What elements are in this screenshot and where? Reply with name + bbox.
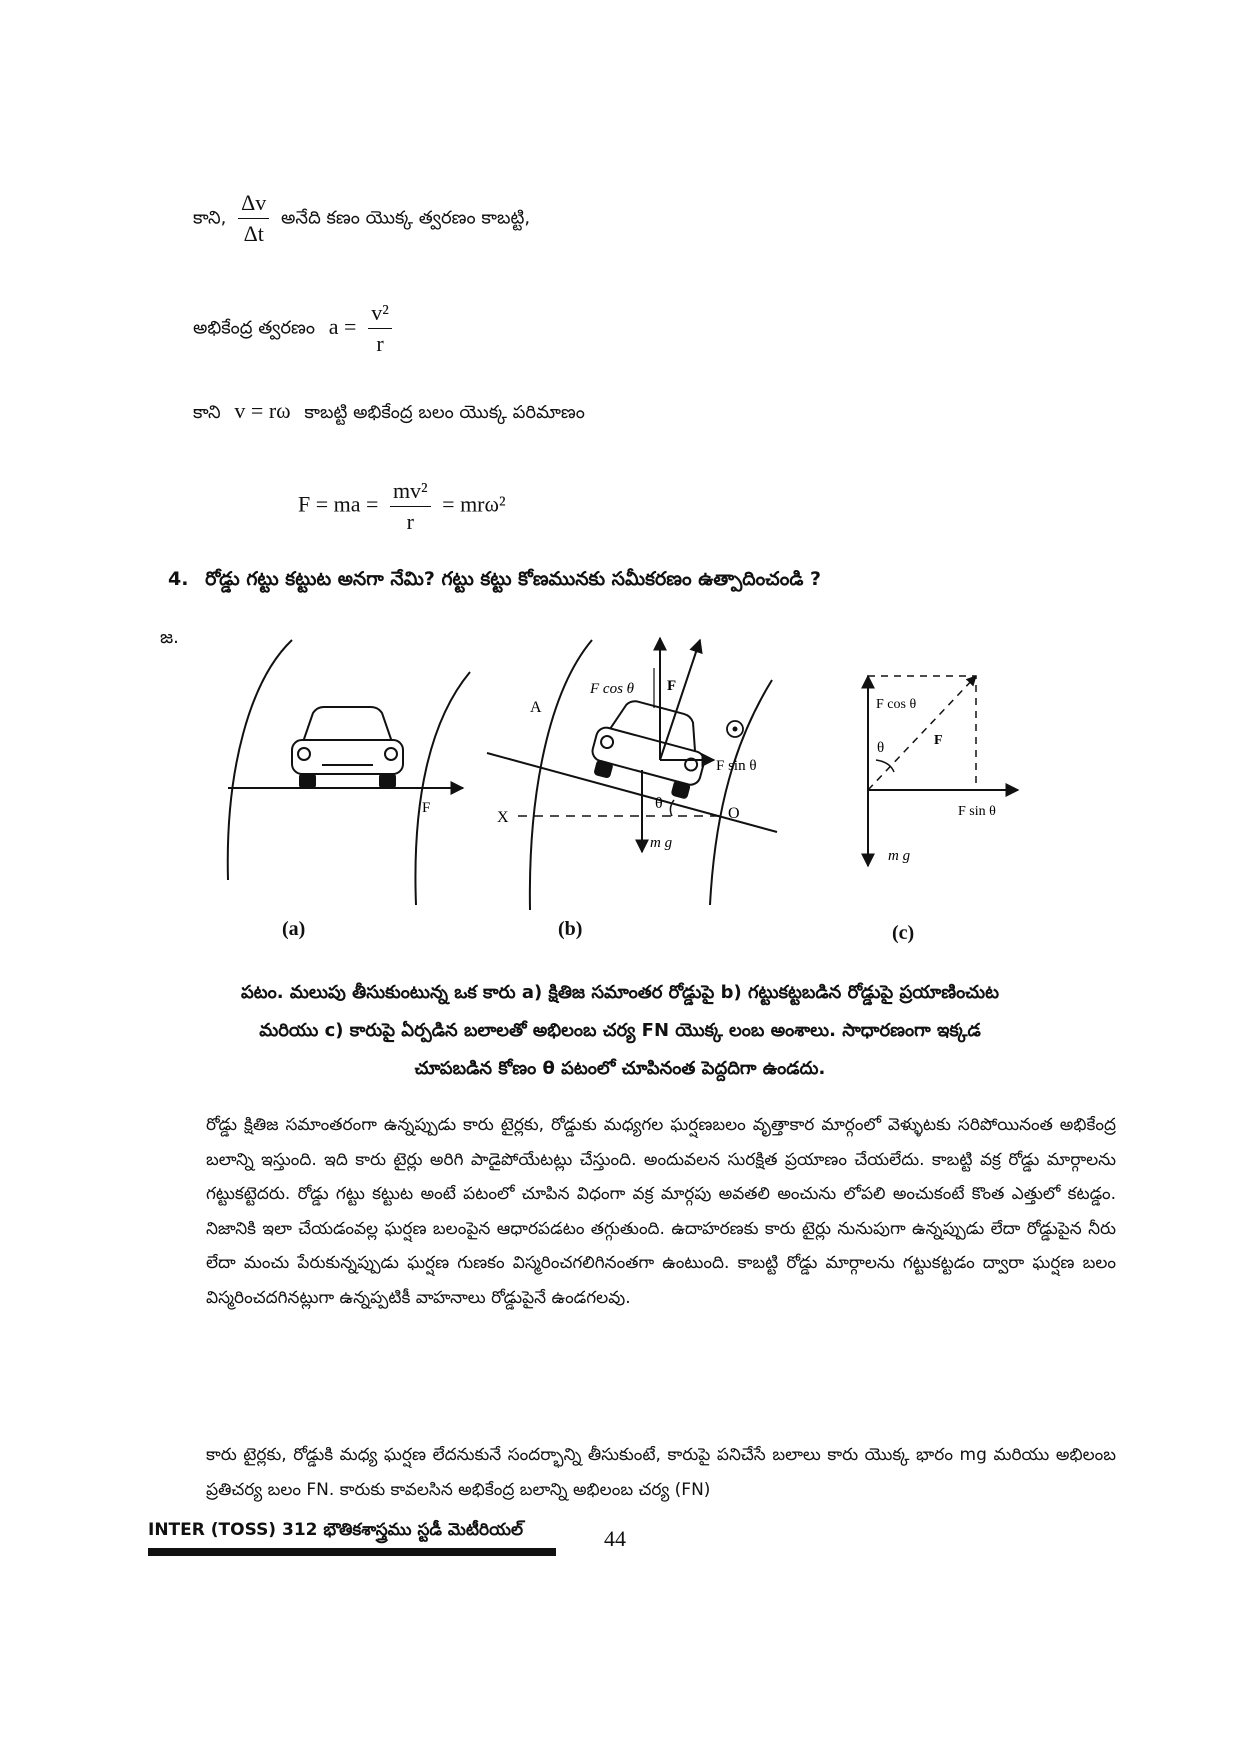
caption-line-3: చూపబడిన కోణం θ పటంలో చూపినంత పెద్దదిగా ఉండదు. xyxy=(414,1058,826,1079)
equation-v-r-omega xyxy=(193,398,585,427)
body-paragraph-1 xyxy=(206,1108,1116,1315)
page-number: 44 xyxy=(604,1526,626,1551)
equation-acceleration xyxy=(193,190,530,247)
sublabel-c: (c) xyxy=(892,922,915,944)
body-paragraph-2 xyxy=(206,1438,1116,1507)
eq1-suffix: అనేది కణం యొక్క త్వరణం కాబట్టి, xyxy=(281,207,531,229)
eq3-suffix: కాబట్టి అభికేంద్ర బలం యొక్క పరిమాణం xyxy=(304,402,585,423)
sublabel-a: (a) xyxy=(282,918,306,940)
eq1-prefix: కాని, xyxy=(193,207,227,229)
eq1-denominator: Δt xyxy=(243,221,264,246)
eq3-mid: v = rω xyxy=(234,398,291,423)
sublabel-b: (b) xyxy=(558,918,583,940)
eq2-numerator: v² xyxy=(368,300,392,329)
figure-b-banked-road xyxy=(487,638,777,910)
equation-centripetal-force xyxy=(298,478,506,535)
footer-rule xyxy=(148,1548,556,1556)
road-edge-inner-b xyxy=(530,640,592,910)
road-edge-inner-a xyxy=(228,640,292,880)
label-fn: F xyxy=(667,678,677,694)
eq2-denominator: r xyxy=(376,331,384,356)
car-a-icon xyxy=(292,707,403,788)
question-number: 4. xyxy=(168,568,189,590)
eq4-numerator: mv² xyxy=(390,478,431,507)
eq2-lhs: a = xyxy=(328,313,357,339)
theta-arc-c xyxy=(876,760,894,772)
caption-line-1: పటం. మలుపు తీసుకుంటున్న ఒక కారు a) క్షితిజ సమాంతర రోడ్డుపై b) గట్టుకట్టబడిన రోడ్డుపై ప్రయాణించుట xyxy=(240,982,1000,1003)
label-F: F xyxy=(422,800,431,816)
label-O: O xyxy=(728,805,740,822)
footer-title: INTER (TOSS) 312 భౌతికశాస్త్రము స్టడీ మెటీరియల్ xyxy=(148,1520,524,1540)
label-fn-cos: F cos θ xyxy=(590,681,635,697)
label-c-fn-sin: F sin θ xyxy=(958,804,996,819)
question-text: రోడ్డు గట్టు కట్టుట అనగా నేమి? గట్టు కట్టు కోణమునకు సమీకరణం ఉత్పాదించండి ? xyxy=(205,568,822,590)
figure-a-flat-road xyxy=(228,640,470,905)
label-fn-sin: F sin θ xyxy=(716,758,757,774)
paragraph-2-text: కారు టైర్లకు, రోడ్డుకి మధ్య ఘర్షణ లేదనుకునే సందర్భాన్ని తీసుకుంటే, కారుపై పనిచేసే బలాలు కారు యొక్క భారం mg మరియు అభిలంబ ప్రతిచర్య బలం FN. కారుకు కావలసిన అభికేంద్ర బలాన్ని అభిలంబ చర్య (FN) xyxy=(206,1445,1116,1500)
label-c-theta: θ xyxy=(877,740,885,756)
figure-c-force-components xyxy=(868,676,1018,866)
label-mg-b: m g xyxy=(650,835,673,851)
banked-road-figure xyxy=(0,620,1240,960)
eq2-prefix: అభికేంద్ర త్వరణం xyxy=(193,317,316,339)
eq3-prefix: కాని xyxy=(193,402,221,423)
caption-line-2: మరియు c) కారుపై ఏర్పడిన బలాలతో అభిలంబ చర్య FN యొక్క లంబ అంశాలు. సాధారణంగా ఇక్కడ xyxy=(259,1020,981,1041)
label-A: A xyxy=(530,699,542,716)
eq4-rhs: = mrω² xyxy=(442,491,506,517)
question-4 xyxy=(168,568,821,595)
eq4-lhs: F = ma = xyxy=(298,491,379,517)
road-edge-outer-b xyxy=(710,680,772,905)
label-c-fn: F xyxy=(934,733,943,748)
label-theta-b: θ xyxy=(655,795,663,812)
mv2-over-r xyxy=(390,478,431,535)
label-c-fn-cos: F cos θ xyxy=(876,697,917,712)
delta-v-over-delta-t xyxy=(238,190,269,247)
c-normal-force-arrow xyxy=(868,676,976,790)
v2-over-r xyxy=(368,300,392,357)
eq1-numerator: Δv xyxy=(238,190,269,219)
figure-caption xyxy=(100,974,1140,1088)
eq4-denominator: r xyxy=(406,509,414,534)
answer-label: జ. xyxy=(160,627,179,648)
center-dot xyxy=(733,727,738,732)
equation-centripetal-acceleration xyxy=(193,300,398,357)
paragraph-1-text: రోడ్డు క్షితిజ సమాంతరంగా ఉన్నప్పుడు కారు టైర్లకు, రోడ్డుకు మధ్యగల ఘర్షణబలం వృత్తాకార మార్గంలో వెళ్ళుటకు సరిపోయినంత అభికేంద్ర బలాన్ని ఇస్తుంది. ఇది కారు టైర్లు అరిగి పాడైపోయేటట్లు చేస్తుంది. అందువలన సురక్షిత ప్రయాణం చేయలేదు. కాబట్టి వక్ర రోడ్డు మార్గాలను గట్టుకట్టెదరు. రోడ్డు గట్టు కట్టుట అంటే పటంలో చూపిన విధంగా వక్ర మార్గపు అవతలి అంచును లోపలి అంచుకంటే కొంత ఎత్తులో కటడ్డం. నిజానికి ఇలా చేయడంవల్ల ఘర్షణ బలంపైన ఆధారపడటం తగ్గుతుంది. ఉదాహరణకు కారు టైర్లు నునుపుగా ఉన్నప్పుడు లేదా రోడ్డుపైన నీరు లేదా మంచు పేరుకున్నప్పుడు ఘర్షణ గుణకం విస్మరించగలిగినంతగా ఉంటుంది. కాబట్టి రోడ్డు మార్గాలను గట్టుకట్టడం ద్వారా ఘర్షణ బలం విస్మరించదగినట్లుగా ఉన్నప్పటికీ వాహనాలు రోడ్డుపైనే ఉండగలవు. xyxy=(206,1115,1116,1308)
label-X: X xyxy=(497,809,509,826)
label-c-mg: m g xyxy=(888,848,911,864)
